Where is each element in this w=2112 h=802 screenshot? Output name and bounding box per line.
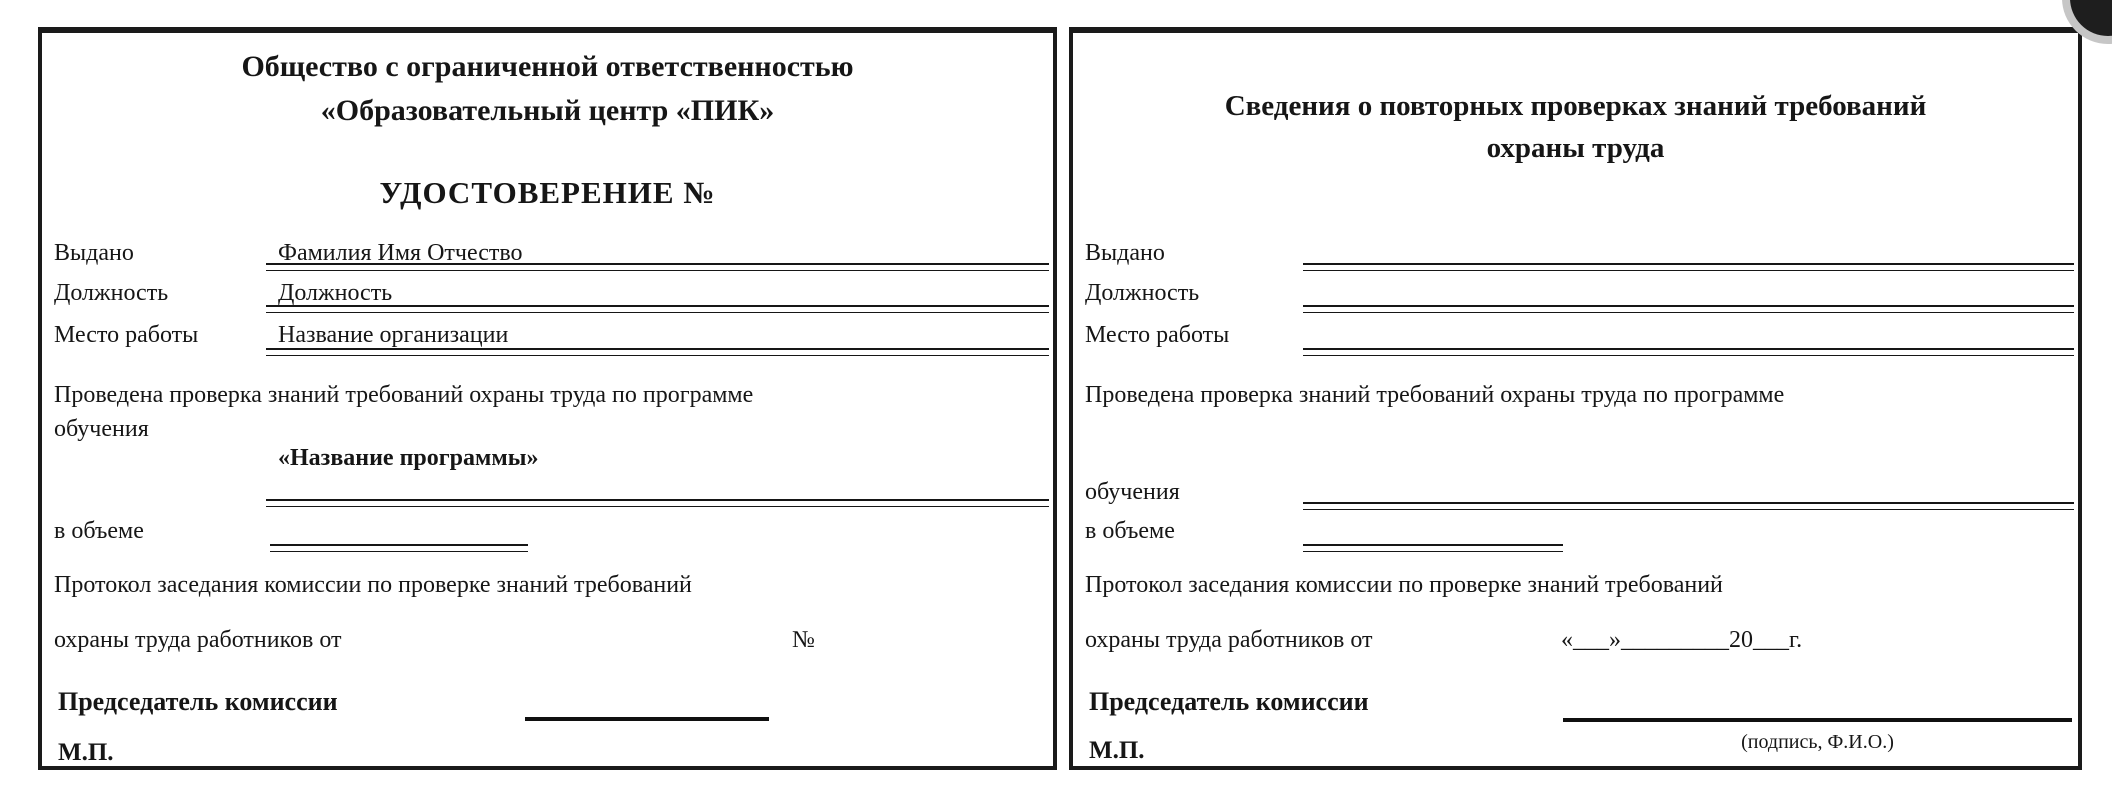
field-label-position: Должность (54, 280, 169, 306)
chairman-label: Председатель комиссии (1089, 687, 1369, 716)
stamp-label: М.П. (58, 739, 114, 766)
field-rule-workplace (1303, 348, 2074, 356)
field-rule-workplace (266, 348, 1049, 356)
repeat-checks-card (1069, 27, 2082, 770)
field-label-issued-to: Выдано (54, 240, 134, 266)
field-rule-issued-to (1303, 263, 2074, 271)
signature-hint: (подпись, Ф.И.О.) (1741, 731, 1894, 753)
chairman-label: Председатель комиссии (58, 687, 338, 716)
volume-label: в объеме (1085, 518, 1175, 544)
protocol-text-line2: охраны труда работников от (1085, 627, 1373, 653)
protocol-text-line2: охраны труда работников от (54, 627, 342, 653)
organization-name-line2: «Образовательный центр «ПИК» (320, 94, 775, 127)
training-text-line2: обучения (54, 416, 149, 442)
training-rule (1303, 502, 2074, 510)
field-label-position: Должность (1085, 280, 1200, 306)
training-text-line1: Проведена проверка знаний требований охраны труда по программе (54, 382, 754, 408)
chairman-signature-rule (525, 717, 769, 721)
field-value-issued-to: Фамилия Имя Отчество (278, 240, 523, 266)
chairman-signature-rule (1563, 718, 2072, 722)
field-rule-issued-to (266, 263, 1049, 271)
repeat-checks-title-line1: Сведения о повторных проверках знаний требований (1224, 90, 1927, 122)
certificate-title: УДОСТОВЕРЕНИЕ № (379, 175, 716, 210)
field-value-position: Должность (278, 280, 393, 306)
stamp-label: М.П. (1089, 737, 1145, 764)
field-value-workplace: Название организации (278, 322, 509, 348)
training-text-line2: обучения (1085, 479, 1180, 505)
field-label-workplace: Место работы (1085, 322, 1230, 348)
organization-name (42, 45, 1053, 133)
certificate-front-card (38, 27, 1057, 770)
field-label-workplace: Место работы (54, 322, 199, 348)
repeat-checks-title (1073, 85, 2078, 169)
program-name: «Название программы» (278, 445, 539, 471)
protocol-number-sign: № (792, 627, 815, 653)
protocol-date-template: «___»_________20___г. (1561, 627, 1803, 653)
program-rule (266, 499, 1049, 507)
protocol-text-line1: Протокол заседания комиссии по проверке знаний требований (54, 572, 692, 598)
protocol-text-line1: Протокол заседания комиссии по проверке знаний требований (1085, 572, 1723, 598)
volume-rule (1303, 544, 1563, 552)
organization-name-line1: Общество с ограниченной ответственностью (241, 50, 854, 83)
field-rule-position (1303, 305, 2074, 313)
repeat-checks-title-line2: охраны труда (1486, 132, 1665, 164)
field-label-issued-to: Выдано (1085, 240, 1165, 266)
field-rule-position (266, 305, 1049, 313)
training-text-line1: Проведена проверка знаний требований охраны труда по программе (1085, 382, 1785, 408)
volume-rule (270, 544, 528, 552)
volume-label: в объеме (54, 518, 144, 544)
